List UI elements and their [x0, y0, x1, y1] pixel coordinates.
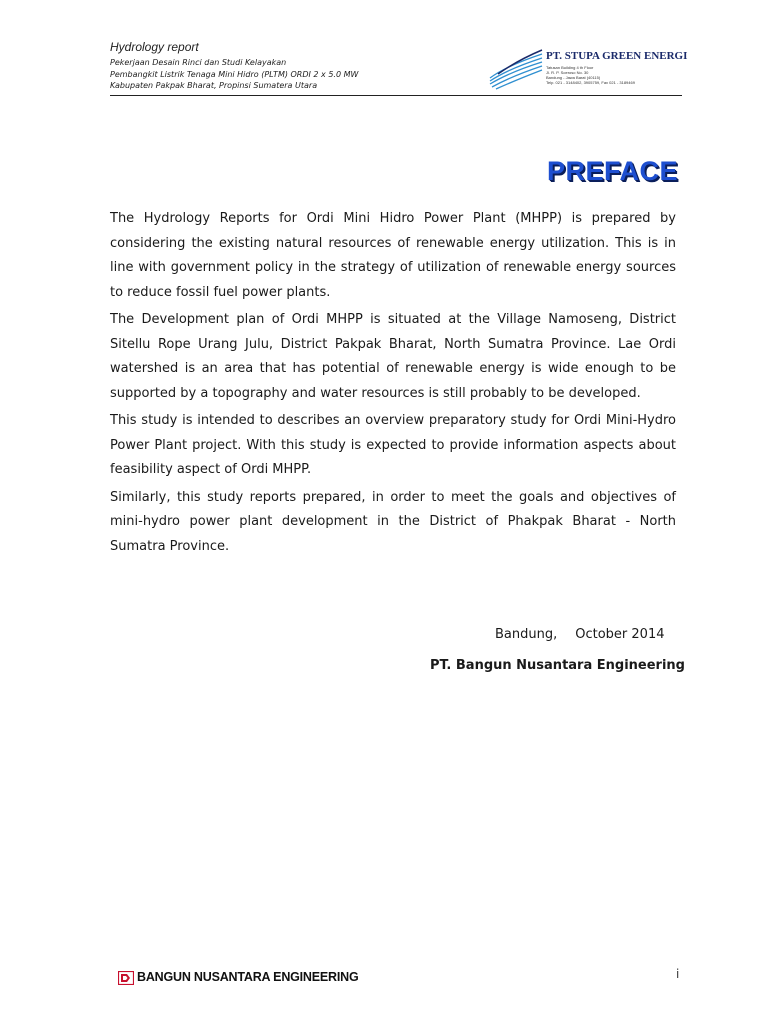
signature-place: Bandung, [495, 627, 558, 642]
preface-body [110, 207, 676, 562]
logo-address-line: Bandung - Jawa Barat (40115) [546, 75, 601, 80]
report-title: Hydrology report [110, 40, 199, 54]
logo-address-line: Telp. 021 - 3148402, 3905759, Fax 021 - 3189469 [546, 80, 635, 85]
wave-logo-icon [488, 48, 544, 90]
signature-place-date [495, 627, 665, 642]
bne-logo-icon [118, 971, 134, 985]
stupa-logo [488, 48, 688, 90]
signature-company: PT. Bangun Nusantara Engineering [430, 658, 685, 673]
project-line-2: Pembangkit Listrik Tenaga Mini Hidro (PLTM) ORDI 2 x 5.0 MW [110, 70, 359, 79]
logo-address-line: Tatusan Building 4 th Floor [546, 65, 594, 70]
signature-date: October 2014 [575, 627, 665, 642]
project-line-3: Kabupaten Pakpak Bharat, Propinsi Sumatera Utara [110, 81, 318, 90]
paragraph: Similarly, this study reports prepared, in order to meet the goals and objectives of mini-hydro power plant development in the District of Phakpak Bharat - North Sumatra Province. [110, 489, 676, 554]
paragraph: The Hydrology Reports for Ordi Mini Hidro Power Plant (MHPP) is prepared by considering the existing natural resources of renewable energy utilization. This is in line with government policy in the strategy of utilization of renewable energy sources to reduce fossil fuel power plants. [110, 211, 676, 300]
page-header [110, 40, 688, 96]
page-number: i [676, 967, 680, 981]
project-line-1: Pekerjaan Desain Rinci dan Studi Kelayakan [110, 58, 287, 67]
logo-company-name: PT. STUPA GREEN ENERGI [546, 50, 688, 62]
footer-company-name: BANGUN NUSANTARA ENGINEERING [137, 970, 359, 984]
logo-address-line: Jl. R. P. Soeroso No. 30 [546, 70, 589, 75]
page-title: PREFACE [546, 156, 678, 186]
paragraph: The Development plan of Ordi MHPP is situated at the Village Namoseng, District Sitellu Rope Urang Julu, District Pakpak Bharat, North Sumatra Province. Lae Ordi watershed is an area that has potential of renewable energy is wide enough to be supported by a topography and water resources is still probably to be developed. [110, 312, 676, 401]
paragraph: This study is intended to describes an overview preparatory study for Ordi Mini-Hydro Power Plant project. With this study is expected to provide information aspects about feasibility aspect of Ordi MHPP. [110, 413, 676, 477]
